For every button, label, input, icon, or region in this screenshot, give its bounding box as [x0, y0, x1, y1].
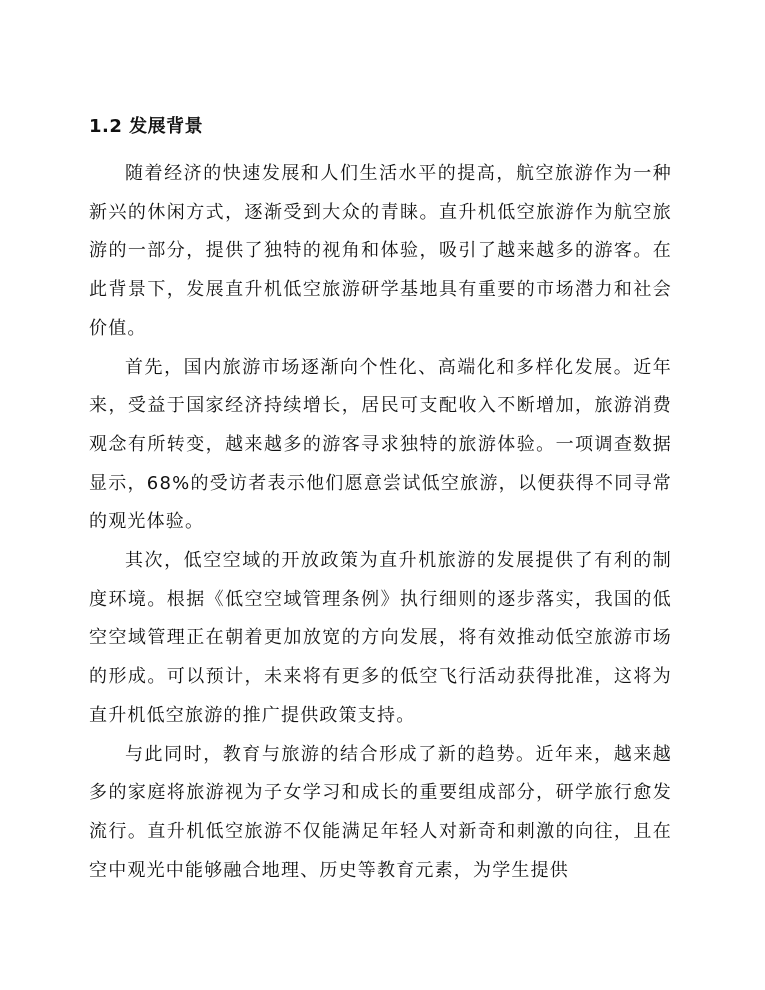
paragraph-market-trend: 首先，国内旅游市场逐渐向个性化、高端化和多样化发展。近年来，受益于国家经济持续增长，居民可支配收入不断增加，旅游消费观念有所转变，越来越多的游客寻求独特的旅游体验。一项调查数据显示，68%的受访者表示他们愿意尝试低空旅游，以便获得不同寻常的观光体验。 — [89, 356, 672, 533]
paragraph-education: 与此同时，教育与旅游的结合形成了新的趋势。近年来，越来越多的家庭将旅游视为子女学习和成长的重要组成部分，研学旅行愈发流行。直升机低空旅游不仅能满足年轻人对新奇和刺激的向往，且在空中观光中能够融合地理、历史等教育元素，为学生提供 — [89, 743, 672, 881]
paragraph-policy: 其次，低空空域的开放政策为直升机旅游的发展提供了有利的制度环境。根据《低空空域管理条例》执行细则的逐步落实，我国的低空空域管理正在朝着更加放宽的方向发展，将有效推动低空旅游市场的形成。可以预计，未来将有更多的低空飞行活动获得批准，这将为直升机低空旅游的推广提供政策支持。 — [89, 550, 672, 726]
section-heading: 1.2 发展背景 — [89, 116, 204, 137]
section-body — [89, 155, 672, 890]
paragraph-background: 随着经济的快速发展和人们生活水平的提高，航空旅游作为一种新兴的休闲方式，逐渐受到大众的青睐。直升机低空旅游作为航空旅游的一部分，提供了独特的视角和体验，吸引了越来越多的游客。在此背景下，发展直升机低空旅游研学基地具有重要的市场潜力和社会价值。 — [89, 163, 672, 339]
